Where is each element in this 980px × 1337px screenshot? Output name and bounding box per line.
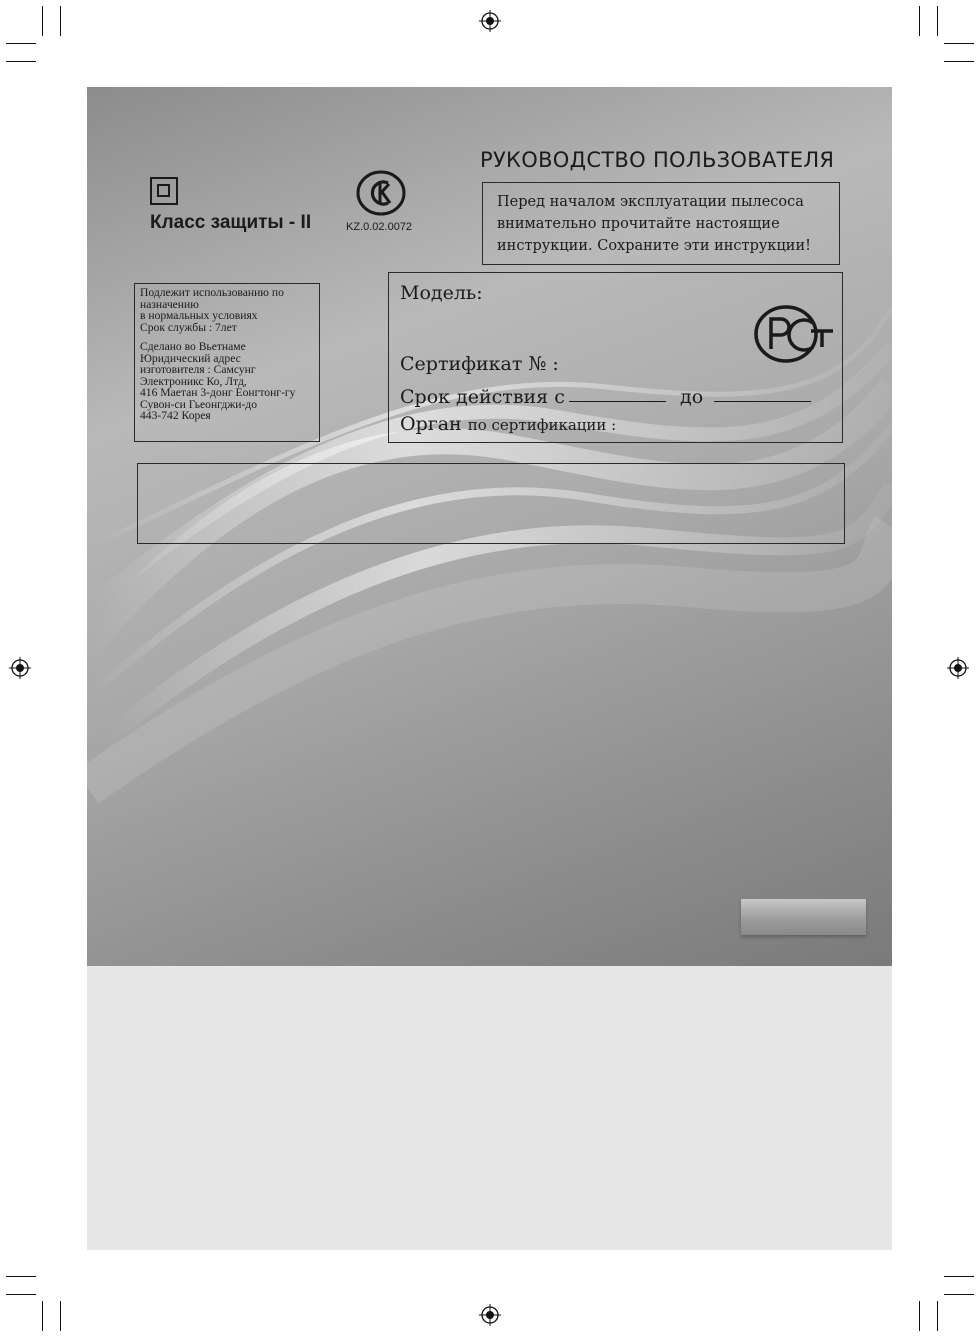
registration-mark-icon (9, 657, 31, 679)
kc-code: KZ.0.02.0072 (346, 221, 413, 233)
crop-mark (937, 1301, 938, 1331)
registration-mark-icon (947, 657, 969, 679)
crop-mark (919, 1301, 920, 1331)
info-line: изготовителя : Самсунг (140, 363, 256, 376)
language-tab (741, 899, 866, 935)
crop-mark (944, 61, 974, 62)
warning-line: Перед началом эксплуатации пылесоса (497, 194, 804, 210)
manufacturer-info-box (134, 283, 320, 442)
double-insulation-icon (150, 177, 178, 205)
info-line: 416 Маетан 3-донг Еонгтонг-гу (140, 386, 296, 399)
certificate-number-label: Сертификат № : (400, 353, 559, 375)
organ-label-main: Орган (400, 413, 462, 435)
registration-mark-icon (479, 1304, 501, 1326)
crop-mark (6, 1276, 36, 1277)
crop-mark (919, 6, 920, 36)
crop-mark (944, 1294, 974, 1295)
crop-mark (60, 1301, 61, 1331)
warning-line: инструкции. Сохраните эти инструкции! (497, 238, 811, 254)
organ-label (400, 413, 616, 435)
crop-mark (937, 6, 938, 36)
warning-line: внимательно прочитайте настоящие (497, 216, 780, 232)
crop-mark (42, 6, 43, 36)
crop-mark (6, 61, 36, 62)
crop-mark (6, 43, 36, 44)
info-line: Сувон-си Гьеонгджи-до (140, 397, 258, 411)
empty-notice-box (137, 463, 845, 544)
certificate-box (388, 272, 843, 443)
crop-mark (944, 43, 974, 44)
lower-panel (87, 966, 892, 1250)
info-line: в нормальных условиях (140, 309, 258, 322)
info-line: Юридический адрес (140, 351, 241, 365)
pct-certification-icon (753, 303, 837, 365)
organ-label-suffix: по сертификации : (467, 416, 617, 434)
validity-label: Срок действия с (400, 386, 565, 408)
info-line: Электроникс Ко, Лтд, (140, 374, 247, 388)
info-line: Сделано во Вьетнаме (140, 340, 246, 353)
info-line: назначению (140, 297, 199, 311)
validity-from-line (569, 401, 666, 402)
validity-to-label: до (680, 386, 704, 408)
crop-mark (60, 6, 61, 36)
warning-box (482, 182, 840, 265)
crop-mark (944, 1276, 974, 1277)
info-line: 443-742 Корея (140, 409, 211, 422)
validity-to-line (714, 401, 811, 402)
crop-mark (6, 1294, 36, 1295)
info-line: Срок службы : 7лет (140, 320, 237, 334)
model-label: Модель: (400, 282, 483, 304)
page-title: РУКОВОДСТВО ПОЛЬЗОВАТЕЛЯ (480, 148, 835, 172)
info-line: Подлежит использованию по (140, 286, 284, 299)
registration-mark-icon (479, 10, 501, 32)
crop-mark (42, 1301, 43, 1331)
protection-class-label: Класс защиты - II (150, 212, 312, 233)
kc-certification-icon (355, 169, 407, 217)
